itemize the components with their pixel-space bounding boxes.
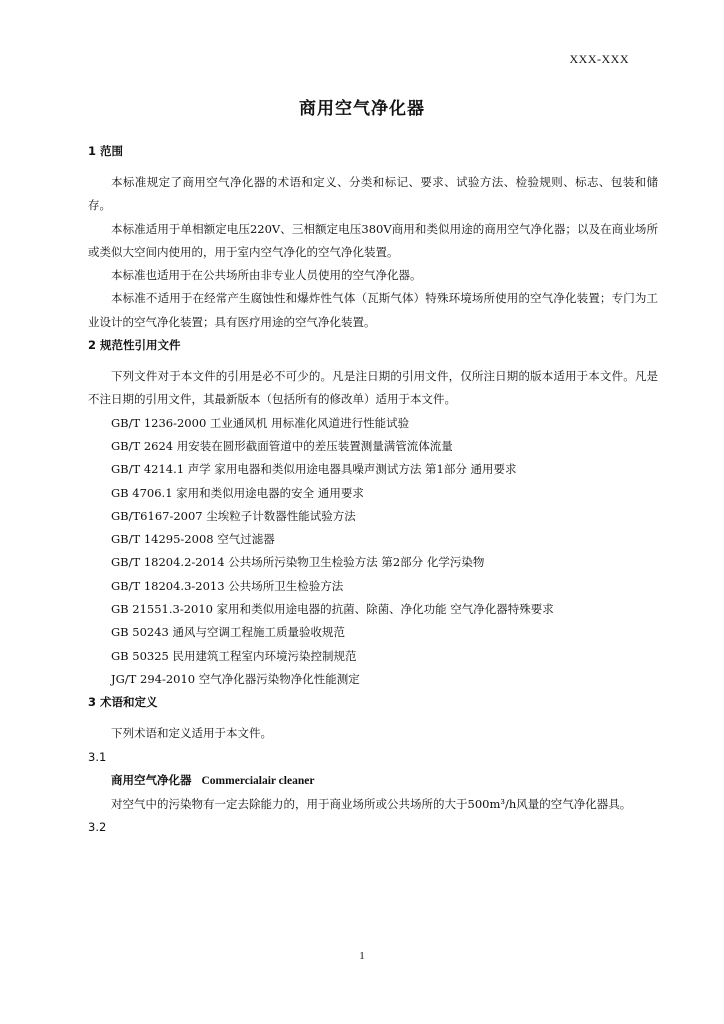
standard-code: XXX-XXX <box>569 52 629 66</box>
reference-item: GB/T 2624 用安装在圆形截面管道中的差压装置测量满管流体流量 <box>111 438 453 453</box>
term-definition: 对空气中的污染物有一定去除能力的，用于商业场所或公共场所的大于500m³/h风量的空气净化器具。 <box>111 797 632 812</box>
paragraph: 本标准适用于单相额定电压220V、三相额定电压380V商用和类似用途的商用空气净化器；以及在商业场所或类似大空间内使用的，用于室内空气净化的空气净化装置。 <box>88 221 658 259</box>
page-title: 商用空气净化器 <box>299 99 425 119</box>
reference-item: GB/T 4214.1 声学 家用电器和类似用途电器具噪声测试方法 第1部分 通用要求 <box>111 462 517 477</box>
paragraph: 下列术语和定义适用于本文件。 <box>111 726 272 741</box>
reference-item: GB/T 1236-2000 工业通风机 用标准化风道进行性能试验 <box>111 415 410 430</box>
section-3-heading: 3 术语和定义 <box>88 695 158 710</box>
term-number: 3.1 <box>88 749 107 764</box>
reference-item: GB 21551.3-2010 家用和类似用途电器的抗菌、除菌、净化功能 空气净化器特殊要求 <box>111 602 554 617</box>
term-name-cn: 商用空气净化器 <box>111 772 192 787</box>
reference-item: GB/T 14295-2008 空气过滤器 <box>111 532 275 547</box>
section-1-heading: 1 范围 <box>88 144 124 158</box>
term-number: 3.2 <box>88 820 107 835</box>
reference-item: JG/T 294-2010 空气净化器污染物净化性能测定 <box>111 671 360 686</box>
reference-item: GB 50243 通风与空调工程施工质量验收规范 <box>111 625 346 640</box>
term-name <box>88 769 658 793</box>
page-number: 1 <box>359 950 365 962</box>
paragraph: 本标准也适用于在公共场所由非专业人员使用的空气净化器。 <box>111 268 422 283</box>
paragraph: 本标准规定了商用空气净化器的术语和定义、分类和标记、要求、试验方法、检验规则、标志、包装和储存。 <box>88 175 658 213</box>
paragraph: 本标准不适用于在经常产生腐蚀性和爆炸性气体（瓦斯气体）特殊环境场所使用的空气净化装置；专门为工业设计的空气净化装置；具有医疗用途的空气净化装置。 <box>88 291 658 329</box>
section-2-heading: 2 规范性引用文件 <box>88 338 181 353</box>
reference-item: GB/T6167-2007 尘埃粒子计数器性能试验方法 <box>111 508 356 523</box>
document-body <box>88 140 658 840</box>
reference-item: GB/T 18204.3-2013 公共场所卫生检验方法 <box>111 578 344 593</box>
term-name-en: Commercialair cleaner <box>201 774 315 787</box>
reference-item: GB 50325 民用建筑工程室内环境污染控制规范 <box>111 648 357 663</box>
paragraph: 下列文件对于本文件的引用是必不可少的。凡是注日期的引用文件，仅所注日期的版本适用于本文件。凡是不注日期的引用文件，其最新版本（包括所有的修改单）适用于本文件。 <box>88 369 658 407</box>
reference-item: GB/T 18204.2-2014 公共场所污染物卫生检验方法 第2部分 化学污染物 <box>111 555 485 570</box>
reference-item: GB 4706.1 家用和类似用途电器的安全 通用要求 <box>111 485 364 500</box>
